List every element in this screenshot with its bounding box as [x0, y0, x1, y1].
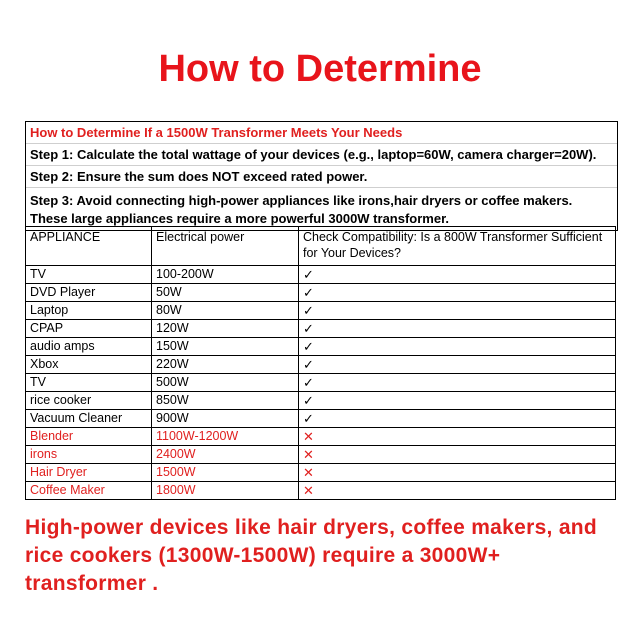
cross-mark-icon: ✕ [299, 428, 616, 446]
table-row [26, 284, 616, 302]
appliance-cell: Xbox [26, 356, 152, 374]
appliance-cell: Blender [26, 428, 152, 446]
table-row [26, 392, 616, 410]
check-mark-icon: ✓ [299, 284, 616, 302]
table-row [26, 374, 616, 392]
footer-note: High-power devices like hair dryers, coffee makers, and rice cookers (1300W-1500W) require a 3000W+ transformer . [25, 516, 598, 595]
appliance-cell: TV [26, 266, 152, 284]
table-row [26, 338, 616, 356]
table-row [26, 446, 616, 464]
power-cell: 500W [152, 374, 299, 392]
check-mark-icon: ✓ [299, 374, 616, 392]
power-cell: 900W [152, 410, 299, 428]
instructions-box [25, 121, 618, 231]
step-3 [26, 188, 617, 230]
cross-mark-icon: ✕ [299, 464, 616, 482]
step-2: Step 2: Ensure the sum does NOT exceed rated power. [26, 166, 617, 188]
step-3-line-1: Step 3: Avoid connecting high-power appliances like irons,hair dryers or coffee makers. [30, 193, 573, 208]
power-cell: 1100W-1200W [152, 428, 299, 446]
table-row [26, 356, 616, 374]
table-row [26, 410, 616, 428]
check-mark-icon: ✓ [299, 356, 616, 374]
power-cell: 50W [152, 284, 299, 302]
header-compatibility: Check Compatibility: Is a 800W Transformer Sufficient for Your Devices? [299, 227, 616, 266]
power-cell: 1800W [152, 482, 299, 500]
appliance-cell: irons [26, 446, 152, 464]
power-cell: 100-200W [152, 266, 299, 284]
instructions-heading: How to Determine If a 1500W Transformer Meets Your Needs [26, 122, 617, 144]
step-1: Step 1: Calculate the total wattage of your devices (e.g., laptop=60W, camera charger=20W). [26, 144, 617, 166]
header-appliance: APPLIANCE [26, 227, 152, 266]
table-row [26, 302, 616, 320]
table-row [26, 266, 616, 284]
header-power: Electrical power [152, 227, 299, 266]
table-row [26, 320, 616, 338]
appliance-cell: Vacuum Cleaner [26, 410, 152, 428]
power-cell: 220W [152, 356, 299, 374]
appliance-table [25, 226, 616, 500]
step-3-line-2: These large appliances require a more powerful 3000W transformer. [30, 211, 450, 226]
page-title: How to Determine [158, 48, 482, 90]
check-mark-icon: ✓ [299, 266, 616, 284]
power-cell: 80W [152, 302, 299, 320]
power-cell: 2400W [152, 446, 299, 464]
appliance-cell: audio amps [26, 338, 152, 356]
power-cell: 120W [152, 320, 299, 338]
appliance-cell: DVD Player [26, 284, 152, 302]
check-mark-icon: ✓ [299, 320, 616, 338]
check-mark-icon: ✓ [299, 302, 616, 320]
power-cell: 1500W [152, 464, 299, 482]
table-row [26, 464, 616, 482]
appliance-cell: Laptop [26, 302, 152, 320]
check-mark-icon: ✓ [299, 338, 616, 356]
cross-mark-icon: ✕ [299, 482, 616, 500]
appliance-cell: rice cooker [26, 392, 152, 410]
appliance-cell: Coffee Maker [26, 482, 152, 500]
table-row [26, 428, 616, 446]
appliance-cell: TV [26, 374, 152, 392]
table-row [26, 482, 616, 500]
appliance-cell: Hair Dryer [26, 464, 152, 482]
power-cell: 150W [152, 338, 299, 356]
power-cell: 850W [152, 392, 299, 410]
cross-mark-icon: ✕ [299, 446, 616, 464]
appliance-cell: CPAP [26, 320, 152, 338]
table-header-row [26, 227, 616, 266]
check-mark-icon: ✓ [299, 410, 616, 428]
check-mark-icon: ✓ [299, 392, 616, 410]
